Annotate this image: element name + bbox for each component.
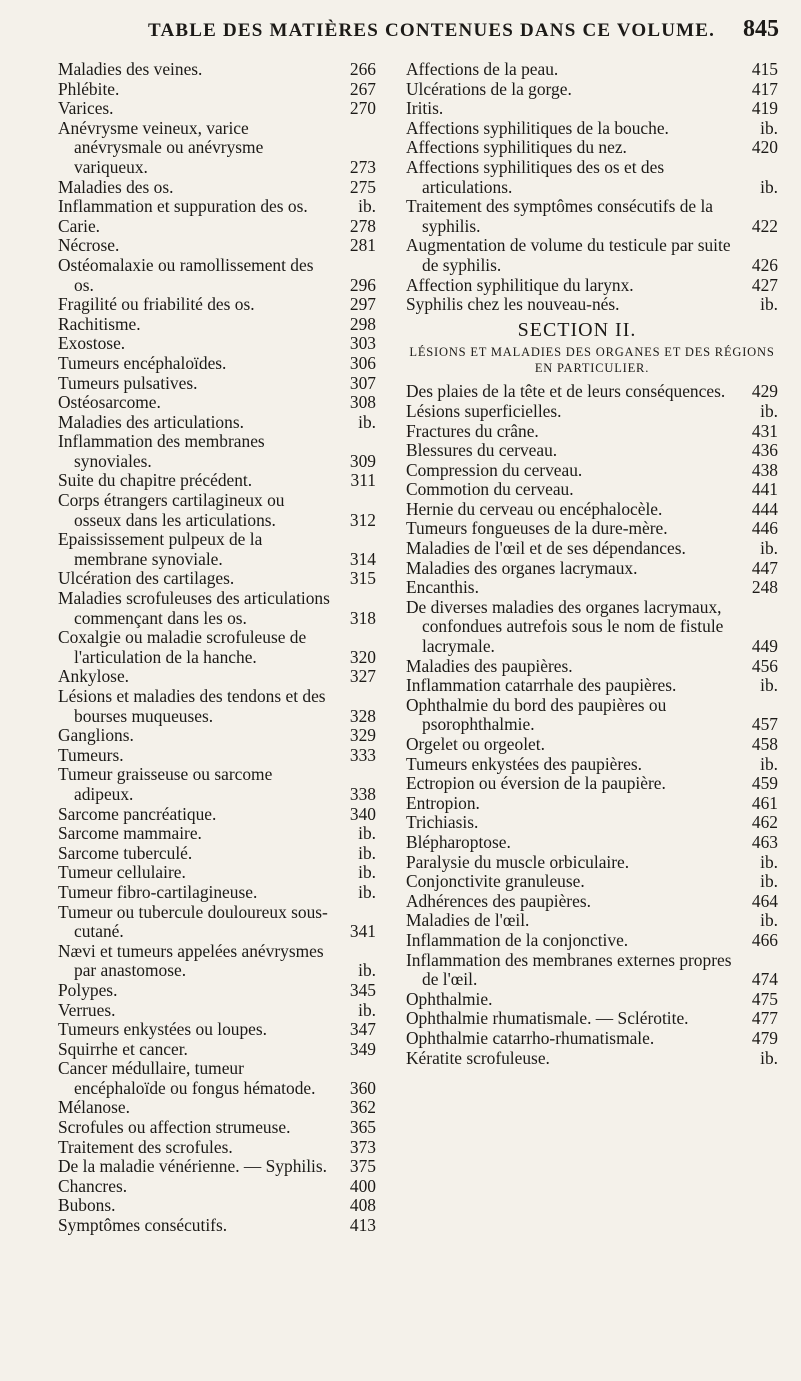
toc-entry-title: Inflammation catarrhale des paupières. (406, 675, 677, 696)
toc-entry-page: 333 (349, 744, 376, 765)
toc-entry (58, 1118, 376, 1138)
toc-entry (58, 256, 376, 295)
toc-entry (58, 844, 376, 864)
toc-entry (58, 354, 376, 374)
toc-entry-page: 400 (349, 1175, 376, 1196)
toc-entry-page: ib. (760, 753, 778, 774)
toc-entry-title: Conjonctivite granuleuse. (406, 871, 585, 892)
toc-entry-title: Exostose. (58, 333, 126, 354)
toc-entry (58, 942, 376, 981)
toc-entry (406, 197, 778, 236)
toc-entry-page: ib. (358, 881, 376, 902)
toc-entry-page: 479 (751, 1027, 778, 1048)
toc-entry (58, 1177, 376, 1197)
toc-entry (406, 951, 778, 990)
toc-entry-page: 308 (349, 392, 376, 413)
toc-entry-title: Maladies des articulations. (58, 411, 244, 432)
toc-entry (58, 1098, 376, 1118)
toc-entry-page: 347 (349, 1019, 376, 1040)
toc-entry (58, 1001, 376, 1021)
toc-entry-page: 275 (349, 176, 376, 197)
toc-entry (58, 471, 376, 491)
toc-entry-title: Traitement des scrofules. (58, 1136, 233, 1157)
toc-entry-title: Symptômes consécutifs. (58, 1215, 228, 1236)
toc-entry-page: 281 (349, 235, 376, 256)
toc-entry (58, 374, 376, 394)
toc-entry-title: Maladies des paupières. (406, 655, 573, 676)
toc-entry (406, 276, 778, 296)
right-entries-before-section (406, 60, 778, 315)
toc-entry-title: Nævi et tumeurs appelées anévrysmes par anastomose. (58, 940, 324, 981)
toc-entry-page: 273 (349, 156, 376, 177)
toc-entry-title: Carie. (58, 215, 101, 236)
toc-entry-page: 341 (349, 921, 376, 942)
toc-entry-page: 466 (751, 929, 778, 950)
toc-entry (406, 480, 778, 500)
toc-entry (58, 491, 376, 530)
toc-entry (406, 696, 778, 735)
toc-entry-title: Tumeurs pulsatives. (58, 372, 198, 393)
toc-entry-page: ib. (760, 400, 778, 421)
toc-entry (58, 1040, 376, 1060)
toc-entry-title: Hernie du cerveau ou encéphalocèle. (406, 498, 663, 519)
toc-entry-page: 417 (751, 78, 778, 99)
toc-entry (406, 539, 778, 559)
toc-entry-page: 345 (349, 979, 376, 1000)
toc-entry-title: Inflammation des membranes externes propres de l'œil. (406, 949, 732, 990)
toc-entry-page: ib. (358, 999, 376, 1020)
toc-entry (58, 119, 376, 178)
toc-entry-page: 278 (349, 215, 376, 236)
toc-entry-page: 362 (349, 1097, 376, 1118)
toc-entry-title: Suite du chapitre précédent. (58, 470, 253, 491)
toc-entry-page: ib. (358, 960, 376, 981)
toc-entry (58, 530, 376, 569)
toc-entry-page: 463 (751, 831, 778, 852)
toc-entry-title: Corps étrangers cartilagineux ou osseux dans les articulations. (58, 490, 285, 530)
toc-entry-title: Maladies des organes lacrymaux. (406, 557, 638, 578)
toc-entry (406, 461, 778, 481)
toc-entry-title: Orgelet ou orgeolet. (406, 734, 545, 754)
toc-entry (58, 824, 376, 844)
toc-entry-page: 338 (349, 783, 376, 804)
toc-entry-title: Phlébite. (58, 78, 120, 99)
toc-entry-page: 297 (349, 294, 376, 315)
toc-entry-title: Rachitisme. (58, 313, 141, 334)
toc-entry-title: Affection syphilitique du larynx. (406, 274, 634, 295)
toc-entry-page: 456 (751, 655, 778, 676)
toc-entry (406, 872, 778, 892)
toc-entry-page: 441 (751, 479, 778, 500)
toc-entry (406, 794, 778, 814)
toc-entry (58, 903, 376, 942)
toc-entry-page: 373 (349, 1136, 376, 1157)
toc-entry-title: Blessures du cerveau. (406, 440, 558, 461)
toc-entry-title: Ulcération des cartilages. (58, 568, 235, 589)
toc-entry-title: Fractures du crâne. (406, 420, 539, 441)
toc-entry (406, 441, 778, 461)
toc-entry-title: Nécrose. (58, 235, 120, 256)
toc-entry-page: ib. (760, 294, 778, 315)
toc-entry (58, 569, 376, 589)
toc-entry (406, 853, 778, 873)
toc-entry-page: ib. (358, 411, 376, 432)
toc-entry-page: 266 (349, 59, 376, 79)
toc-entry-page: 303 (349, 333, 376, 354)
toc-entry (58, 1138, 376, 1158)
toc-entry (58, 197, 376, 217)
toc-entry (406, 657, 778, 677)
toc-entry (406, 402, 778, 422)
toc-entry (58, 667, 376, 687)
toc-entry (406, 500, 778, 520)
toc-entry (58, 99, 376, 119)
toc-entry-page: ib. (760, 538, 778, 559)
toc-entry (406, 295, 778, 315)
toc-entry-title: Paralysie du muscle orbiculaire. (406, 851, 630, 872)
toc-entry-title: Anévrysme veineux, varice anévrysmale ou anévrysme variqueux. (58, 117, 264, 177)
toc-entry-page: 315 (349, 568, 376, 589)
toc-entry-title: Encanthis. (406, 577, 479, 598)
toc-entry-page: 431 (751, 420, 778, 441)
toc-entry (58, 863, 376, 883)
toc-entry (406, 990, 778, 1010)
toc-entry-title: Affections syphilitiques de la bouche. (406, 117, 669, 138)
toc-entry-page: 457 (751, 714, 778, 735)
right-entries-after-section (406, 382, 778, 1068)
toc-entry (58, 432, 376, 471)
toc-entry (58, 393, 376, 413)
toc-entry (58, 1216, 376, 1236)
toc-entry-page: 296 (349, 274, 376, 295)
toc-entry-title: Maladies de l'œil. (406, 910, 530, 931)
toc-entry (406, 382, 778, 402)
toc-entry-title: Tumeur ou tubercule douloureux sous-cutané. (58, 901, 328, 942)
toc-entry (58, 295, 376, 315)
toc-entry-title: Inflammation des membranes synoviales. (58, 431, 265, 471)
toc-entry-title: Kératite scrofuleuse. (406, 1047, 550, 1068)
toc-entry (406, 236, 778, 275)
toc-entry-title: Ankylose. (58, 666, 130, 687)
toc-entry (406, 119, 778, 139)
toc-entry-page: 311 (350, 470, 376, 491)
toc-entry-title: Tumeurs encéphaloïdes. (58, 352, 227, 373)
toc-entry-title: Blépharoptose. (406, 831, 511, 852)
toc-entry-title: Des plaies de la tête et de leurs conséquences. (406, 381, 726, 402)
toc-entry-title: Tumeurs enkystées ou loupes. (58, 1019, 268, 1040)
toc-entry-page: 427 (751, 274, 778, 295)
toc-entry-page: 298 (349, 313, 376, 334)
toc-entry-page: 420 (751, 137, 778, 158)
toc-entry-title: Trichiasis. (406, 812, 479, 833)
toc-entry-title: Verrues. (58, 999, 116, 1020)
toc-entry-page: 349 (349, 1038, 376, 1059)
toc-entry-title: Ganglions. (58, 725, 134, 746)
toc-entry-page: ib. (760, 1047, 778, 1068)
toc-entry-title: Ophthalmie rhumatismale. — Sclérotite. (406, 1008, 689, 1029)
toc-entry-title: Traitement des symptômes consécutifs de la syphilis. (406, 196, 714, 236)
toc-entry (406, 80, 778, 100)
toc-entry-page: 329 (349, 725, 376, 746)
toc-entry-title: Lésions et maladies des tendons et des bourses muqueuses. (58, 686, 326, 726)
toc-entry-title: Maladies de l'œil et de ses dépendances. (406, 538, 686, 559)
toc-entry-page: 312 (349, 509, 376, 530)
toc-entry (406, 892, 778, 912)
toc-entry-page: 375 (349, 1156, 376, 1177)
toc-entry-title: Affections de la peau. (406, 59, 559, 79)
toc-entry-title: Commotion du cerveau. (406, 479, 574, 500)
toc-entry-page: ib. (760, 675, 778, 696)
toc-entry-page: 436 (751, 440, 778, 461)
toc-entry (58, 1157, 376, 1177)
toc-entry (406, 559, 778, 579)
toc-entry-page: 419 (751, 98, 778, 119)
toc-entry-title: Maladies des veines. (58, 59, 203, 79)
toc-entry (406, 1029, 778, 1049)
toc-entry-title: Ophthalmie. (406, 988, 493, 1009)
toc-entry-page: 365 (349, 1117, 376, 1138)
toc-entry-title: Maladies des os. (58, 176, 174, 197)
toc-entry-page: 267 (349, 78, 376, 99)
toc-entry-page: 309 (349, 450, 376, 471)
toc-entry-page: 318 (349, 607, 376, 628)
toc-entry-title: De la maladie vénérienne. — Syphilis. (58, 1156, 327, 1177)
toc-entry-page: 458 (751, 734, 778, 754)
toc-entry-page: 415 (751, 59, 778, 79)
toc-entry-title: Coxalgie ou maladie scrofuleuse de l'articulation de la hanche. (58, 627, 307, 667)
toc-entry-title: Syphilis chez les nouveau-nés. (406, 294, 620, 315)
toc-entry-title: Entropion. (406, 792, 480, 813)
toc-entry (58, 80, 376, 100)
toc-entry-page: ib. (358, 823, 376, 844)
toc-entry-page: ib. (760, 117, 778, 138)
toc-entry-title: Epaississement pulpeux de la membrane synoviale. (58, 529, 263, 569)
toc-entry-page: 408 (349, 1195, 376, 1216)
toc-entry (406, 911, 778, 931)
toc-entry (58, 1059, 376, 1098)
toc-entry-page: ib. (358, 842, 376, 863)
toc-entry-page: ib. (760, 871, 778, 892)
toc-entry-page: 446 (751, 518, 778, 539)
toc-entry-page: 444 (751, 498, 778, 519)
toc-entry-title: Ophthalmie catarrho-rhumatismale. (406, 1027, 655, 1048)
toc-entry-page: 307 (349, 372, 376, 393)
toc-entry (58, 746, 376, 766)
toc-entry-title: Chancres. (58, 1175, 128, 1196)
toc-entry (58, 805, 376, 825)
toc-entry (58, 334, 376, 354)
section-title: SECTION II. (517, 318, 637, 341)
toc-entry-page: 449 (751, 636, 778, 657)
toc-entry-page: 270 (349, 98, 376, 119)
toc-entry-title: Affections syphilitiques des os et des articulations. (406, 156, 665, 197)
toc-entry-page: 306 (349, 352, 376, 373)
toc-entry (58, 883, 376, 903)
section-subtitle: LÉSIONS ET MALADIES DES ORGANES ET DES RÉGIONS EN PARTICULIER. (409, 345, 775, 376)
toc-entry-title: Cancer médullaire, tumeur encéphaloïde ou fongus hématode. (58, 1058, 316, 1098)
toc-entry-page: 474 (751, 969, 778, 990)
toc-entry (406, 813, 778, 833)
toc-entry-page: 461 (751, 792, 778, 813)
toc-entry-title: Fragilité ou friabilité des os. (58, 294, 255, 315)
toc-entry (406, 158, 778, 197)
toc-entry-title: Polypes. (58, 979, 118, 1000)
toc-entry (406, 598, 778, 657)
running-head: TABLE DES MATIÈRES CONTENUES DANS CE VOLUME. (148, 20, 716, 41)
toc-entry-page: 475 (751, 988, 778, 1009)
toc-entry-page: 422 (751, 215, 778, 236)
toc-entry-page: 464 (751, 890, 778, 911)
page-number: 845 (743, 16, 779, 42)
toc-entry-title: Compression du cerveau. (406, 459, 583, 480)
toc-entry (406, 774, 778, 794)
toc-entry (58, 628, 376, 667)
toc-entry (58, 1196, 376, 1216)
toc-entry-title: Mélanose. (58, 1097, 130, 1118)
toc-entry (58, 60, 376, 80)
toc-entry-title: Tumeurs. (58, 744, 124, 765)
toc-entry (406, 60, 778, 80)
toc-entry (58, 687, 376, 726)
toc-entry-page: 459 (751, 773, 778, 794)
toc-entry (58, 236, 376, 256)
toc-entry (406, 676, 778, 696)
toc-entry-page: 413 (349, 1215, 376, 1236)
toc-entry-page: 320 (349, 646, 376, 667)
toc-entry-title: Affections syphilitiques du nez. (406, 137, 627, 158)
left-column (58, 60, 376, 1236)
toc-entry (406, 578, 778, 598)
toc-entry (58, 413, 376, 433)
toc-entry (58, 315, 376, 335)
toc-entry-title: Sarcome pancréatique. (58, 803, 217, 824)
toc-entry-page: 477 (751, 1008, 778, 1029)
toc-entry-title: Sarcome mammaire. (58, 823, 202, 844)
toc-entry-title: Augmentation de volume du testicule par suite de syphilis. (406, 235, 731, 275)
toc-entry (58, 178, 376, 198)
toc-entry-page: 314 (349, 548, 376, 569)
toc-entry-title: Tumeurs fongueuses de la dure-mère. (406, 518, 668, 539)
toc-entry-page: 327 (349, 666, 376, 687)
toc-entry-page: 429 (751, 381, 778, 402)
toc-entry-page: 426 (751, 254, 778, 275)
toc-entry-page: 438 (751, 459, 778, 480)
toc-entry (58, 981, 376, 1001)
toc-entry (406, 1049, 778, 1069)
toc-entry-title: Ulcérations de la gorge. (406, 78, 572, 99)
toc-entry-title: Bubons. (58, 1195, 116, 1216)
toc-entry-title: Tumeurs enkystées des paupières. (406, 753, 643, 774)
toc-entry-title: Varices. (58, 98, 114, 119)
toc-entry (58, 726, 376, 746)
toc-entry-title: Ectropion ou éversion de la paupière. (406, 773, 666, 794)
toc-entry-title: Maladies scrofuleuses des articulations commençant dans les os. (58, 588, 330, 628)
toc-entry (406, 422, 778, 442)
toc-entry-page: 360 (349, 1077, 376, 1098)
toc-entry (406, 931, 778, 951)
toc-entry (406, 138, 778, 158)
toc-entry-title: De diverses maladies des organes lacrymaux, confondues autrefois sous le nom de fistule lacrymale. (406, 596, 724, 657)
toc-entry-title: Ophthalmie du bord des paupières ou psorophthalmie. (406, 694, 667, 735)
page-header (60, 18, 779, 48)
toc-entry-title: Inflammation de la conjonctive. (406, 929, 629, 950)
toc-entry (58, 589, 376, 628)
toc-entry-title: Squirrhe et cancer. (58, 1038, 188, 1059)
toc-entry-page: ib. (358, 196, 376, 217)
toc-entry (406, 99, 778, 119)
toc-entry-title: Inflammation et suppuration des os. (58, 196, 308, 217)
toc-entry-page: ib. (760, 851, 778, 872)
toc-entry (406, 833, 778, 853)
toc-entry-page: 447 (751, 557, 778, 578)
toc-entry-page: ib. (760, 910, 778, 931)
toc-entry (58, 217, 376, 237)
toc-entry-page: ib. (760, 176, 778, 197)
right-column (406, 60, 778, 1068)
toc-entry-title: Iritis. (406, 98, 444, 119)
toc-entry-title: Ostéomalaxie ou ramollissement des os. (58, 254, 314, 295)
toc-entry-page: 248 (751, 577, 778, 598)
toc-entry-title: Ostéosarcome. (58, 392, 161, 413)
toc-entry (58, 765, 376, 804)
toc-entry-title: Sarcome tuberculé. (58, 842, 193, 863)
toc-entry-page: 340 (349, 803, 376, 824)
toc-entry-title: Tumeur graisseuse ou sarcome adipeux. (58, 764, 273, 804)
toc-entry (406, 755, 778, 775)
toc-entry (406, 735, 778, 755)
toc-entry (406, 519, 778, 539)
toc-entry-title: Adhérences des paupières. (406, 890, 591, 911)
toc-entry (406, 1009, 778, 1029)
toc-entry (58, 1020, 376, 1040)
toc-entry-title: Scrofules ou affection strumeuse. (58, 1117, 291, 1138)
toc-entry-page: 462 (751, 812, 778, 833)
toc-entry-title: Tumeur cellulaire. (58, 862, 186, 883)
toc-entry-title: Lésions superficielles. (406, 400, 562, 421)
toc-entry-title: Tumeur fibro-cartilagineuse. (58, 881, 258, 902)
toc-entry-page: ib. (358, 862, 376, 883)
toc-entry-page: 328 (349, 705, 376, 726)
